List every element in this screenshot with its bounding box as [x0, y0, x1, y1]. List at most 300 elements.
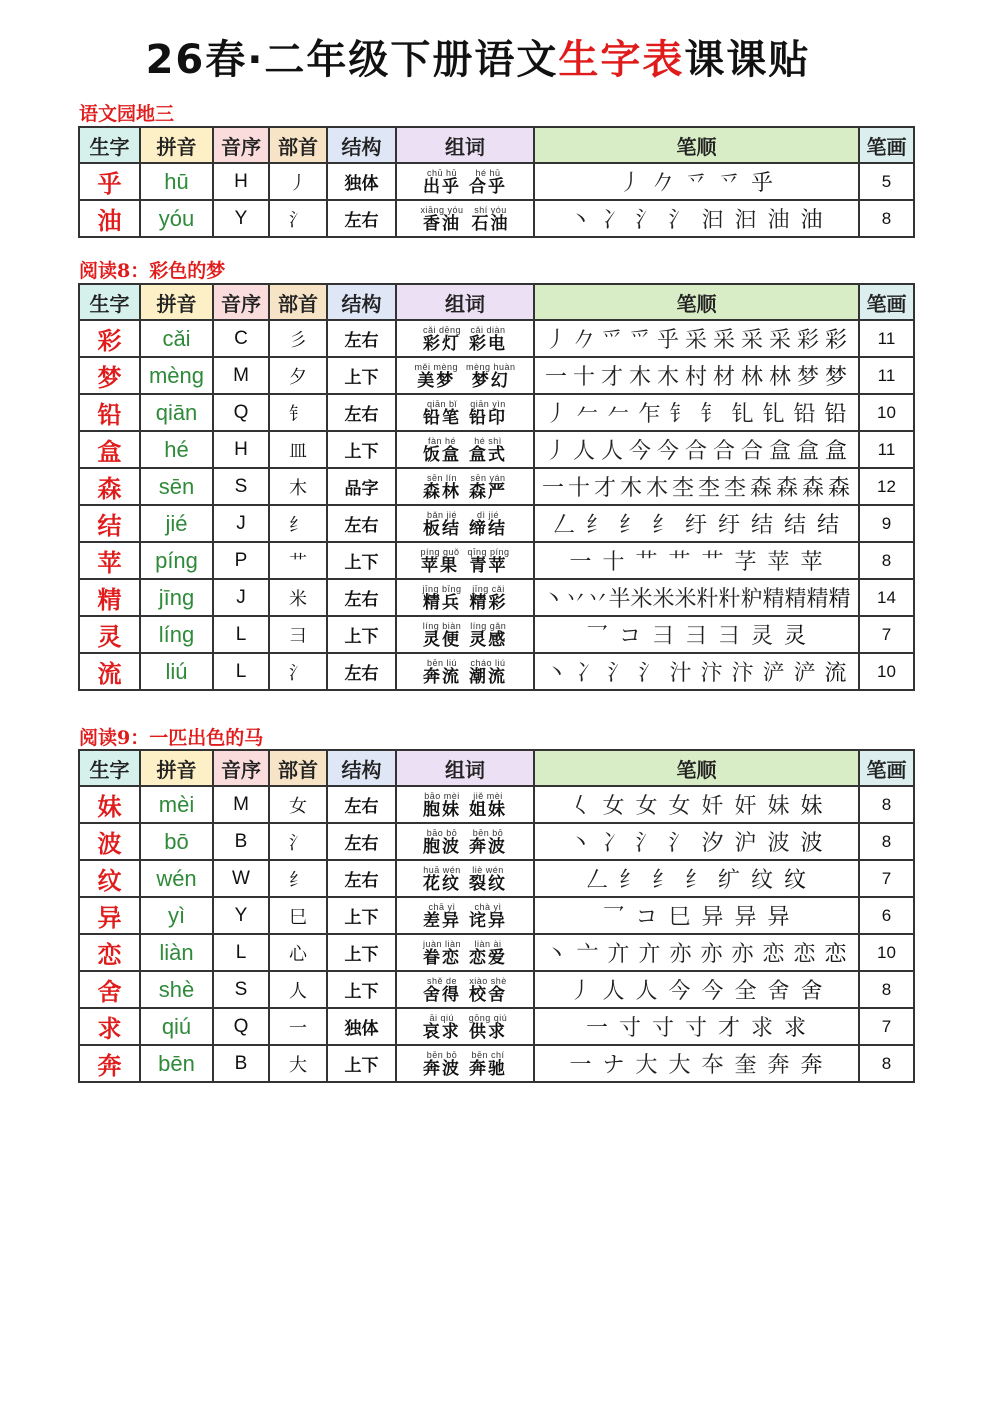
stroke-step: 村	[684, 365, 707, 390]
stroke-step: 寸	[684, 1016, 707, 1041]
stroke-step: 异	[734, 905, 757, 930]
table-row	[79, 897, 914, 934]
word-pinyin: xiào shè	[469, 975, 507, 986]
stroke-order-cell	[534, 860, 859, 897]
pinyin-cell: yì	[140, 897, 213, 934]
word-hanzi: 差异	[423, 910, 461, 931]
structure-cell: 品字	[327, 468, 396, 505]
stroke-step: 纡	[684, 513, 707, 538]
stroke-step: 亣	[607, 942, 630, 967]
char-cell: 铅	[79, 394, 140, 431]
structure-cell: 左右	[327, 653, 396, 690]
char-cell: 盒	[79, 431, 140, 468]
stroke-step: 爫	[628, 328, 651, 353]
stroke-step: 奔	[767, 1053, 790, 1078]
word-pinyin: fàn hé	[427, 435, 457, 446]
pinyin-cell: qiú	[140, 1008, 213, 1045]
stroke-step: 大	[635, 1053, 658, 1078]
word-entry	[420, 547, 459, 575]
stroke-step: 丶	[569, 208, 592, 233]
structure-cell: 上下	[327, 897, 396, 934]
stroke-step: 丿	[544, 328, 567, 353]
words-cell	[396, 786, 534, 823]
table-row	[79, 542, 914, 579]
stroke-step: 钆	[762, 402, 785, 427]
word-hanzi: 铅笔	[423, 407, 461, 428]
stroke-step: 森	[827, 476, 850, 501]
stroke-step: 丷	[564, 587, 587, 612]
stroke-step: 梦	[824, 365, 847, 390]
table-row	[79, 163, 914, 200]
stroke-step: 𠃋	[552, 513, 575, 538]
header-count: 笔画	[859, 127, 914, 163]
structure-cell: 上下	[327, 971, 396, 1008]
radical-cell: 皿	[269, 431, 327, 468]
word-entry	[423, 621, 462, 649]
stroke-step: 奷	[701, 794, 724, 819]
char-cell: 求	[79, 1008, 140, 1045]
order-cell: J	[213, 579, 269, 616]
pinyin-cell: bēn	[140, 1045, 213, 1082]
word-entry	[423, 791, 461, 819]
char-cell: 流	[79, 653, 140, 690]
stroke-count-cell: 11	[859, 320, 914, 357]
word-entry	[423, 828, 461, 856]
pinyin-cell: liàn	[140, 934, 213, 971]
stroke-step: 亠	[576, 942, 599, 967]
word-hanzi: 饭盒	[423, 444, 461, 465]
vocab-table	[78, 126, 915, 238]
word-entry	[469, 828, 507, 856]
stroke-step: 森	[749, 476, 772, 501]
stroke-order-cell	[534, 394, 859, 431]
stroke-step: 乊	[717, 171, 740, 196]
header-char: 生字	[79, 284, 140, 320]
stroke-step: 汩	[734, 208, 757, 233]
word-entry	[423, 658, 461, 686]
words-cell	[396, 860, 534, 897]
stroke-step: 丶	[545, 942, 568, 967]
header-pinyin: 拼音	[140, 127, 213, 163]
word-hanzi: 青苹	[469, 555, 508, 576]
header-char: 生字	[79, 750, 140, 786]
structure-cell: 上下	[327, 934, 396, 971]
stroke-step: 𠂊	[651, 171, 674, 196]
order-cell: H	[213, 163, 269, 200]
stroke-order-cell	[534, 579, 859, 616]
word-pinyin: dì jié	[476, 509, 499, 520]
stroke-step: 森	[775, 476, 798, 501]
char-cell: 异	[79, 897, 140, 934]
word-hanzi: 合乎	[469, 176, 507, 197]
stroke-step: 丿	[544, 439, 567, 464]
stroke-order-cell	[534, 431, 859, 468]
stroke-step: 流	[824, 661, 847, 686]
word-hanzi: 石油	[471, 213, 510, 234]
stroke-step: 苹	[767, 550, 790, 575]
word-entry	[466, 362, 516, 390]
stroke-step: 纟	[618, 513, 641, 538]
table-row	[79, 823, 914, 860]
stroke-step: 大	[668, 1053, 691, 1078]
stroke-step: 纟	[618, 868, 641, 893]
word-entry	[414, 362, 458, 390]
stroke-count-cell: 5	[859, 163, 914, 200]
structure-cell: 独体	[327, 1008, 396, 1045]
word-pinyin: qīng píng	[467, 546, 510, 557]
stroke-count-cell: 8	[859, 200, 914, 237]
stroke-step: 寸	[651, 1016, 674, 1041]
stroke-count-cell: 7	[859, 860, 914, 897]
word-pinyin: sēn lín	[426, 472, 458, 483]
word-hanzi: 胞妹	[423, 799, 461, 820]
stroke-step: 材	[712, 365, 735, 390]
radical-cell: 一	[269, 1008, 327, 1045]
stroke-step: 钆	[731, 402, 754, 427]
stroke-order-cell	[534, 505, 859, 542]
stroke-step: 沪	[734, 831, 757, 856]
stroke-step: 采	[768, 328, 791, 353]
title-highlight: 生字表	[558, 37, 685, 83]
word-hanzi: 裂纹	[469, 873, 507, 894]
word-entry	[469, 1013, 508, 1041]
words-cell	[396, 1008, 534, 1045]
word-hanzi: 诧异	[469, 910, 507, 931]
word-entry	[420, 205, 463, 233]
stroke-step: 𠂉	[607, 402, 630, 427]
word-entry	[469, 473, 507, 501]
stroke-count-cell: 11	[859, 357, 914, 394]
pinyin-cell: jīng	[140, 579, 213, 616]
stroke-step: 籵	[696, 587, 719, 612]
word-hanzi: 森林	[423, 481, 461, 502]
words-cell	[396, 823, 534, 860]
stroke-step: 汩	[701, 208, 724, 233]
stroke-step: 合	[684, 439, 707, 464]
stroke-step: 盒	[824, 439, 847, 464]
word-entry	[472, 205, 510, 233]
word-hanzi: 铅印	[469, 407, 507, 428]
stroke-step: 十	[602, 550, 625, 575]
char-cell: 苹	[79, 542, 140, 579]
stroke-step: 恋	[762, 942, 785, 967]
radical-cell: 彡	[269, 320, 327, 357]
stroke-step: 氵	[668, 831, 691, 856]
stroke-step: 波	[800, 831, 823, 856]
word-pinyin: bēn bō	[472, 827, 504, 838]
word-hanzi: 精彩	[469, 592, 508, 613]
stroke-step: 米	[674, 587, 697, 612]
word-pinyin: jīng cǎi	[472, 583, 505, 594]
stroke-order-cell	[534, 1008, 859, 1045]
stroke-step: 精	[828, 587, 851, 612]
char-cell: 彩	[79, 320, 140, 357]
stroke-step: 精	[806, 587, 829, 612]
word-pinyin: bāo mèi	[424, 790, 460, 801]
word-hanzi: 美梦	[417, 370, 456, 391]
stroke-step: 女	[635, 794, 658, 819]
structure-cell: 上下	[327, 542, 396, 579]
char-cell: 森	[79, 468, 140, 505]
stroke-step: 油	[800, 208, 823, 233]
stroke-step: 女	[668, 794, 691, 819]
stroke-order-cell	[534, 357, 859, 394]
stroke-step: 夲	[701, 1053, 724, 1078]
words-cell	[396, 394, 534, 431]
stroke-count-cell: 11	[859, 431, 914, 468]
pinyin-cell: sēn	[140, 468, 213, 505]
pinyin-cell: líng	[140, 616, 213, 653]
stroke-step: 梦	[796, 365, 819, 390]
stroke-step: 丷	[586, 587, 609, 612]
word-entry	[469, 865, 507, 893]
word-pinyin: qiān yìn	[470, 398, 506, 409]
word-pinyin: chà yì	[474, 901, 502, 912]
word-entry	[423, 399, 461, 427]
stroke-step: 纡	[717, 513, 740, 538]
word-pinyin: jīng bīng	[422, 583, 462, 594]
radical-cell: 纟	[269, 860, 327, 897]
stroke-step: 十	[572, 365, 595, 390]
table-row	[79, 320, 914, 357]
word-hanzi: 眷恋	[423, 947, 461, 968]
stroke-count-cell: 10	[859, 934, 914, 971]
stroke-step: 木	[628, 365, 651, 390]
stroke-step: コ	[635, 905, 658, 930]
order-cell: Y	[213, 897, 269, 934]
word-hanzi: 彩电	[469, 333, 508, 354]
stroke-step: 今	[701, 979, 724, 1004]
stroke-order-cell	[534, 163, 859, 200]
radical-cell: 氵	[269, 823, 327, 860]
stroke-step: 乛	[602, 905, 625, 930]
word-entry	[422, 584, 461, 612]
word-pinyin: shí yóu	[474, 204, 507, 215]
stroke-step: 氵	[635, 831, 658, 856]
word-pinyin: bāo bō	[426, 827, 458, 838]
word-entry	[469, 976, 507, 1004]
stroke-step: 木	[645, 476, 668, 501]
word-pinyin: jiě mèi	[473, 790, 503, 801]
radical-cell: 夕	[269, 357, 327, 394]
word-entry	[423, 325, 461, 353]
stroke-step: 艹	[701, 550, 724, 575]
stroke-step: 人	[572, 439, 595, 464]
table-row	[79, 616, 914, 653]
words-cell	[396, 320, 534, 357]
stroke-step: 氵	[607, 661, 630, 686]
char-cell: 乎	[79, 163, 140, 200]
stroke-step: 木	[619, 476, 642, 501]
order-cell: M	[213, 786, 269, 823]
words-cell	[396, 897, 534, 934]
radical-cell: 氵	[269, 653, 327, 690]
word-entry	[469, 658, 507, 686]
stroke-step: 汁	[669, 661, 692, 686]
char-cell: 纹	[79, 860, 140, 897]
stroke-step: 浐	[762, 661, 785, 686]
stroke-count-cell: 8	[859, 971, 914, 1008]
order-cell: C	[213, 320, 269, 357]
stroke-step: 爫	[600, 328, 623, 353]
stroke-order-cell	[534, 200, 859, 237]
stroke-step: 合	[712, 439, 735, 464]
stroke-step: 米	[630, 587, 653, 612]
order-cell: W	[213, 860, 269, 897]
char-cell: 灵	[79, 616, 140, 653]
stroke-step: 才	[593, 476, 616, 501]
words-cell	[396, 1045, 534, 1082]
stroke-step: 铅	[824, 402, 847, 427]
stroke-step: 采	[712, 328, 735, 353]
structure-cell: 上下	[327, 431, 396, 468]
radical-cell: 氵	[269, 200, 327, 237]
header-count: 笔画	[859, 750, 914, 786]
stroke-step: 林	[740, 365, 763, 390]
stroke-step: 𠂊	[572, 328, 595, 353]
pinyin-cell: bō	[140, 823, 213, 860]
header-words: 组词	[396, 750, 534, 786]
stroke-step: 人	[600, 439, 623, 464]
words-cell	[396, 163, 534, 200]
stroke-count-cell: 9	[859, 505, 914, 542]
order-cell: Y	[213, 200, 269, 237]
stroke-step: 丿	[569, 979, 592, 1004]
word-hanzi: 舍得	[423, 984, 461, 1005]
stroke-step: 今	[656, 439, 679, 464]
word-pinyin: hé hū	[475, 167, 501, 178]
vocab-table	[78, 749, 915, 1083]
order-cell: B	[213, 1045, 269, 1082]
structure-cell: 左右	[327, 320, 396, 357]
section-title: 阅读8：彩色的梦	[79, 260, 226, 282]
structure-cell: 上下	[327, 616, 396, 653]
stroke-count-cell: 7	[859, 1008, 914, 1045]
word-entry	[469, 1050, 507, 1078]
stroke-count-cell: 14	[859, 579, 914, 616]
header-strokes: 笔顺	[534, 284, 859, 320]
word-hanzi: 姐妹	[469, 799, 507, 820]
word-pinyin: mèng huàn	[465, 361, 516, 372]
words-cell	[396, 971, 534, 1008]
stroke-count-cell: 8	[859, 786, 914, 823]
word-entry	[469, 791, 507, 819]
stroke-step: 钅	[669, 402, 692, 427]
pinyin-cell: mèi	[140, 786, 213, 823]
stroke-step: 苹	[800, 550, 823, 575]
stroke-step: 丿	[618, 171, 641, 196]
word-entry	[423, 436, 461, 464]
vocab-table	[78, 283, 915, 691]
word-pinyin: āi qiú	[429, 1012, 454, 1023]
order-cell: L	[213, 934, 269, 971]
structure-cell: 上下	[327, 357, 396, 394]
word-pinyin: bǎn jié	[426, 509, 458, 520]
structure-cell: 左右	[327, 579, 396, 616]
stroke-order-cell	[534, 897, 859, 934]
stroke-order-cell	[534, 542, 859, 579]
stroke-step: 女	[602, 794, 625, 819]
word-pinyin: shě de	[426, 975, 458, 986]
stroke-count-cell: 10	[859, 394, 914, 431]
word-pinyin: líng biàn	[422, 620, 462, 631]
word-hanzi: 胞波	[423, 836, 461, 857]
pinyin-cell: cǎi	[140, 320, 213, 357]
table-row	[79, 579, 914, 616]
stroke-step: 丿	[545, 402, 568, 427]
word-hanzi: 奔波	[469, 836, 507, 857]
stroke-step: 才	[600, 365, 623, 390]
stroke-step: 人	[602, 979, 625, 1004]
header-pinyin: 拼音	[140, 750, 213, 786]
section-title: 语文园地三	[79, 103, 175, 125]
stroke-step: 杢	[697, 476, 720, 501]
structure-cell: 左右	[327, 200, 396, 237]
word-pinyin: huā wén	[423, 864, 461, 875]
stroke-step: 奔	[800, 1053, 823, 1078]
order-cell: Q	[213, 1008, 269, 1045]
radical-cell: 艹	[269, 542, 327, 579]
structure-cell: 左右	[327, 860, 396, 897]
structure-cell: 独体	[327, 163, 396, 200]
stroke-step: 纟	[585, 513, 608, 538]
stroke-order-cell	[534, 971, 859, 1008]
stroke-step: 乎	[656, 328, 679, 353]
word-pinyin: bēn chí	[471, 1049, 505, 1060]
header-row	[79, 127, 914, 163]
radical-cell: 纟	[269, 505, 327, 542]
stroke-order-cell	[534, 468, 859, 505]
stroke-step: 半	[608, 587, 631, 612]
stroke-step: 一	[544, 365, 567, 390]
words-cell	[396, 505, 534, 542]
header-count: 笔画	[859, 284, 914, 320]
words-cell	[396, 934, 534, 971]
header-radical: 部首	[269, 284, 327, 320]
stroke-step: 采	[684, 328, 707, 353]
stroke-step: 乊	[684, 171, 707, 196]
stroke-step: 彐	[651, 624, 674, 649]
stroke-step: 彩	[796, 328, 819, 353]
stroke-step: 木	[656, 365, 679, 390]
structure-cell: 上下	[327, 1045, 396, 1082]
stroke-step: 芓	[734, 550, 757, 575]
stroke-step: 波	[767, 831, 790, 856]
stroke-step: 丶	[545, 661, 568, 686]
char-cell: 舍	[79, 971, 140, 1008]
stroke-step: 妹	[800, 794, 823, 819]
stroke-step: 恋	[824, 942, 847, 967]
stroke-step: 一	[569, 1053, 592, 1078]
word-entry	[423, 976, 461, 1004]
radical-cell: 巳	[269, 897, 327, 934]
table-row	[79, 971, 914, 1008]
word-entry	[470, 584, 508, 612]
stroke-step: 结	[750, 513, 773, 538]
page-title	[0, 28, 956, 85]
header-radical: 部首	[269, 127, 327, 163]
word-entry	[423, 865, 461, 893]
stroke-step: 合	[740, 439, 763, 464]
word-entry	[423, 1050, 461, 1078]
pinyin-cell: píng	[140, 542, 213, 579]
stroke-step: 籵	[718, 587, 741, 612]
stroke-step: 乎	[750, 171, 773, 196]
stroke-step: 今	[668, 979, 691, 1004]
stroke-count-cell: 8	[859, 542, 914, 579]
radical-cell: 女	[269, 786, 327, 823]
header-strokes: 笔顺	[534, 127, 859, 163]
